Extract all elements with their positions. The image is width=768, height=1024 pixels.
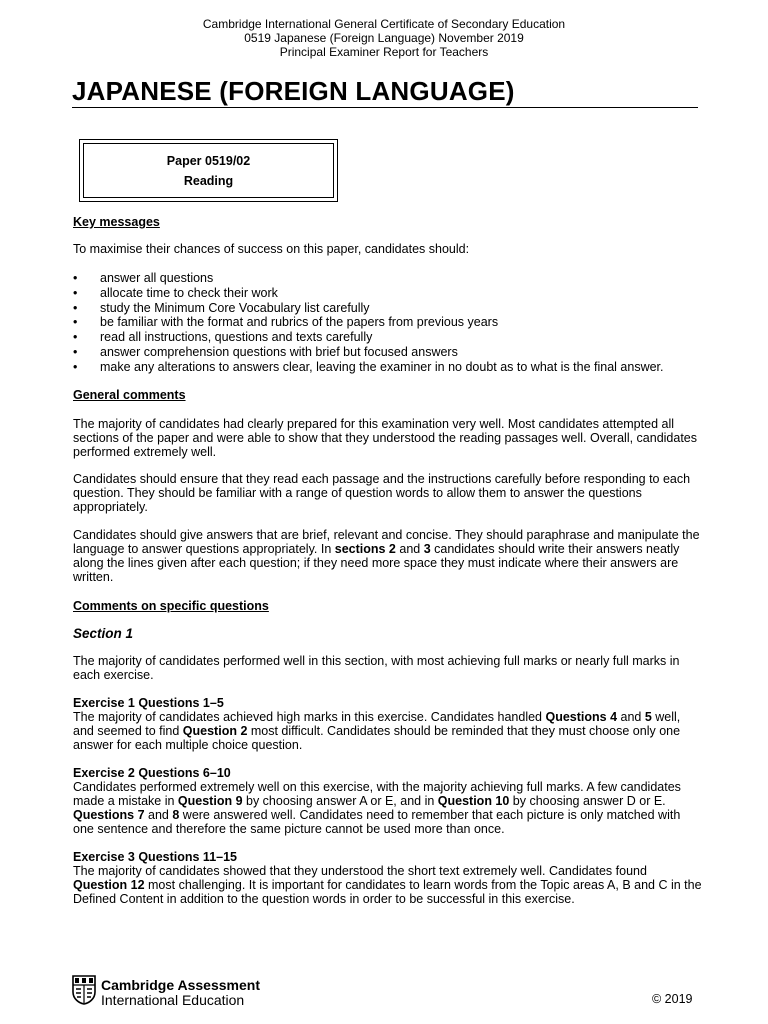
- list-item: • study the Minimum Core Vocabulary list carefully: [73, 301, 664, 316]
- cambridge-logo: [72, 975, 260, 1010]
- page-title: JAPANESE (FOREIGN LANGUAGE): [72, 76, 515, 106]
- exercise-2-body: Candidates performed extremely well on this exercise, with the majority achieving full marks. A few candidates made a mistake in Question 9 by choosing answer A or E, and in Question 10 by choosing answer D or E. Questions 7 and 8 were answered well. Candidates need to remember that each picture is only matched with one sentence and therefore the same picture cannot be used more than once.: [73, 780, 681, 836]
- copyright: © 2019: [652, 992, 693, 1006]
- key-messages-heading: Key messages: [73, 215, 160, 229]
- exercise-2: [73, 766, 703, 836]
- key-messages-intro: To maximise their chances of success on this paper, candidates should:: [73, 242, 470, 256]
- logo-line-2: International Education: [101, 991, 245, 1008]
- general-comments-p3: Candidates should give answers that are brief, relevant and concise. They should paraphrase and manipulate the language to answer questions appropriately. In sections 2 and 3 candidates should write their answers neatly along the lines given after each question; if they need more space they must indicate where their answers are written.: [73, 528, 700, 584]
- exercise-1-body: The majority of candidates achieved high marks in this exercise. Candidates handled Questions 4 and 5 well, and seemed to find Question 2 most difficult. Candidates should be reminded that they must choose only one answer for each multiple choice question.: [73, 710, 681, 752]
- exercise-1: [73, 696, 703, 752]
- logo-line-1: Cambridge Assessment: [101, 976, 260, 993]
- report-header: [0, 17, 768, 59]
- list-item: • allocate time to check their work: [73, 286, 664, 301]
- header-line-1: Cambridge International General Certificate of Secondary Education: [202, 17, 566, 31]
- paper-name: Reading: [183, 173, 234, 188]
- exercise-2-title: Exercise 2 Questions 6–10: [73, 766, 231, 780]
- list-item: • read all instructions, questions and texts carefully: [73, 330, 664, 345]
- title-rule: [72, 107, 698, 108]
- paper-box: [79, 139, 338, 202]
- exercise-3: [73, 850, 703, 906]
- specific-comments-heading: Comments on specific questions: [73, 599, 269, 613]
- section-1-intro: The majority of candidates performed well in this section, with most achieving full marks or nearly full marks in each exercise.: [73, 654, 680, 682]
- header-line-2: 0519 Japanese (Foreign Language) November 2019: [244, 31, 524, 45]
- list-item: • answer all questions: [73, 271, 664, 286]
- exercise-3-title: Exercise 3 Questions 11–15: [73, 850, 237, 864]
- cambridge-shield-icon: [72, 975, 96, 1010]
- list-item: • answer comprehension questions with brief but focused answers: [73, 345, 664, 360]
- exercise-1-title: Exercise 1 Questions 1–5: [73, 696, 224, 710]
- exercise-3-body: The majority of candidates showed that they understood the short text extremely well. Candidates found Question 12 most challenging. It is important for candidates to learn words from the Topic areas A, B and C in the Defined Content in addition to the question words in order to be successful in this exercise.: [73, 864, 702, 906]
- general-comments-p2: Candidates should ensure that they read each passage and the instructions carefully before responding to each question. They should be familiar with a range of question words to allow them to answer the questions appropriately.: [73, 472, 691, 514]
- header-line-3: Principal Examiner Report for Teachers: [279, 45, 489, 59]
- list-item: • make any alterations to answers clear, leaving the examiner in no doubt as to what is the final answer.: [73, 360, 664, 375]
- paper-number: Paper 0519/02: [166, 153, 251, 168]
- general-comments-p1: The majority of candidates had clearly prepared for this examination very well. Most candidates attempted all sections of the paper and were able to show that they understood the reading passages well. Overall, candidates performed extremely well.: [73, 417, 697, 459]
- key-messages-list: [73, 271, 664, 375]
- list-item: • be familiar with the format and rubrics of the papers from previous years: [73, 315, 664, 330]
- section-1-heading: Section 1: [73, 626, 134, 641]
- general-comments-heading: General comments: [73, 388, 186, 402]
